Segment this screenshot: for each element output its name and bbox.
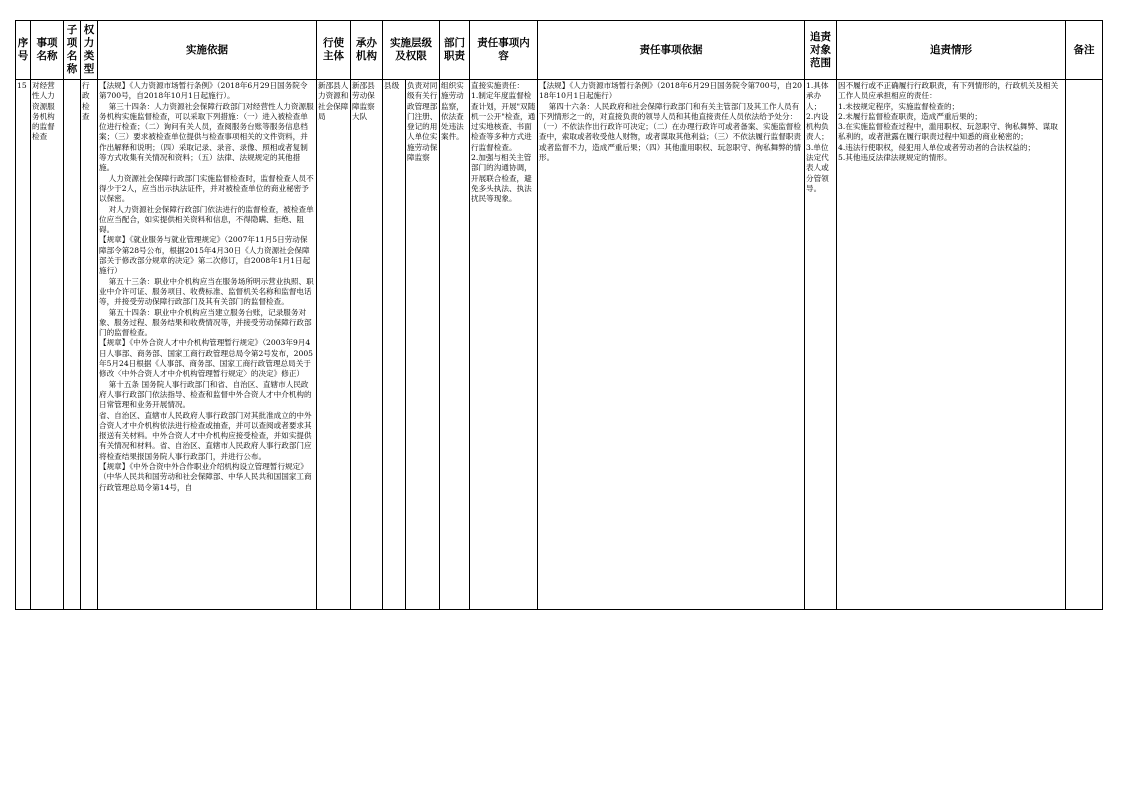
- header-basis: 实施依据: [98, 21, 317, 80]
- header-resp-basis: 责任事项依据: [538, 21, 805, 80]
- cell-resp-content: 直接实施责任： 1.制定年度监督检查计划，开展"双随机一公开"检查，通过实地核查、书面检查等多种方式进行监督检查。 2.加强与相关主管部门的沟通协调，开展联合检查，避免多头执法、执法扰民等现象。: [470, 80, 538, 610]
- cell-seq: 15: [16, 80, 31, 610]
- cell-resp-basis: 【法规】《人力资源市场暂行条例》（2018年6月29日国务院令第700号，自2018年10月1日起施行） 第四十六条：人民政府和社会保障行政部门和有关主管部门及其工作人员有下列情形之一的，对直接负责的领导人员和其他直接责任人员依法给予处分：（一）不依法作出行政许可决定；（二）在办理行政许可或者备案、实施监督检查中，索取或者收受他人财物，或者谋取其他利益；（三）不依法履行监督职责或者监督不力，造成严重后果；（四）其他滥用职权、玩忽职守、徇私舞弊的情形。: [538, 80, 805, 610]
- header-dept-duty: 部门 职责: [440, 21, 470, 80]
- header-row: [16, 21, 1103, 80]
- table-row: [16, 80, 1103, 610]
- cell-org: 新邵县劳动保障监察大队: [351, 80, 383, 610]
- header-sub-item-name: 子 项 名 称: [64, 21, 81, 80]
- header-org: 承办 机构: [351, 21, 383, 80]
- header-target: 追责 对象 范围: [805, 21, 837, 80]
- cell-level-a: 县级: [383, 80, 406, 610]
- cell-basis: 【法规】《人力资源市场暂行条例》（2018年6月29日国务院令第700号，自2018年10月1日起施行）。 第三十四条：人力资源社会保障行政部门对经营性人力资源服务机构实施监督检查，可以采取下列措施：（一）进入被检查单位进行检查；（二）询问有关人员，查阅服务台账等服务信息档案；（三）要求被检查单位提供与检查事项相关的文件资料，并作出解释和说明；（四）采取记录、录音、录像、照相或者复制等方式收集有关情况和资料；（五）法律、法规规定的其他措施。 人力资源社会保障行政部门实施监督检查时，监督检查人员不得少于2人，应当出示执法证件，并对被检查单位的商业秘密予以保密。 对人力资源社会保障行政部门依法进行的监督检查，被检查单位应当配合，如实提供相关资料和信息，不得隐瞒、拒绝、阻碍。 【规章】《就业服务与就业管理规定》（2007年11月5日劳动保障部令第28号公布，根据2015年4月30日《人力资源社会保障部关于修改部分规章的决定》第二次修订，自2008年1月1日起施行） 第五十三条：职业中介机构应当在服务场所明示营业执照、职业中介许可证、服务项目、收费标准、监督机关名称和监督电话等，并接受劳动保障行政部门及其有关部门的监督检查。 第五十四条：职业中介机构应当建立服务台账，记录服务对象、服务过程、服务结果和收费情况等，并接受劳动保障行政部门的监督检查。 【规章】《中外合资人才中介机构管理暂行规定》（2003年9月4日人事部、商务部、国家工商行政管理总局令第2号发布，2005年5月24日根据《人事部、商务部、国家工商行政管理总局关于修改〈中外合资人才中介机构管理暂行规定〉的决定》修正） 第十五条 国务院人事行政部门和省、自治区、直辖市人民政府人事行政部门依法指导、检查和监督中外合资人才中介机构的日常管理和业务开展情况。 省、自治区、直辖市人民政府人事行政部门对其批准成立的中外合资人才中介机构依法进行检查或抽查，并可以查阅或者要求其报送有关材料。中外合资人才中介机构应接受检查，并如实提供有关情况和材料。省、自治区、直辖市人民政府人事行政部门应将检查结果报国务院人事行政部门，并进行公布。 【规章】《中外合资中外合作职业介绍机构设立管理暂行规定》（中华人民共和国劳动和社会保障部、中华人民共和国国家工商行政管理总局令第14号，自: [98, 80, 317, 610]
- cell-target: 1.具体承办人； 2.内设机构负责人； 3.单位法定代表人或分管领导。: [805, 80, 837, 610]
- header-remark: 备注: [1066, 21, 1103, 80]
- cell-dept-duty: 组织实施劳动监察，依法查处违法案件。: [440, 80, 470, 610]
- header-resp-content: 责任事项内 容: [470, 21, 538, 80]
- header-seq: 序 号: [16, 21, 31, 80]
- cell-situation: 因不履行或不正确履行行政职责，有下列情形的，行政机关及相关工作人员应承担相应的责任： 1.未按规定程序，实施监督检查的； 2.未履行监督检查职责，造成严重后果的； 3.在实施监督检查过程中，滥用职权、玩忽职守、徇私舞弊、谋取私利的，或者泄露在履行职责过程中知悉的商业秘密的； 4.违法行使职权，侵犯用人单位或者劳动者的合法权益的； 5.其他违反法律法规规定的情形。: [837, 80, 1066, 610]
- header-subject: 行使 主体: [317, 21, 351, 80]
- cell-item-name: 对经营性人力资源服务机构的监督检查: [31, 80, 64, 610]
- header-power-type: 权 力 类 型: [81, 21, 98, 80]
- cell-level-b: 负责对同级有关行政管理部门注册、登记的用人单位实施劳动保障监察: [406, 80, 440, 610]
- header-situation: 追责情形: [837, 21, 1066, 80]
- cell-power-type: 行政检查: [81, 80, 98, 610]
- header-item-name: 事项 名称: [31, 21, 64, 80]
- cell-sub-item-name: [64, 80, 81, 610]
- responsibility-table: [15, 20, 1103, 610]
- cell-subject: 新邵县人力资源和社会保障局: [317, 80, 351, 610]
- header-level: 实施层级 及权限: [383, 21, 440, 80]
- cell-remark: [1066, 80, 1103, 610]
